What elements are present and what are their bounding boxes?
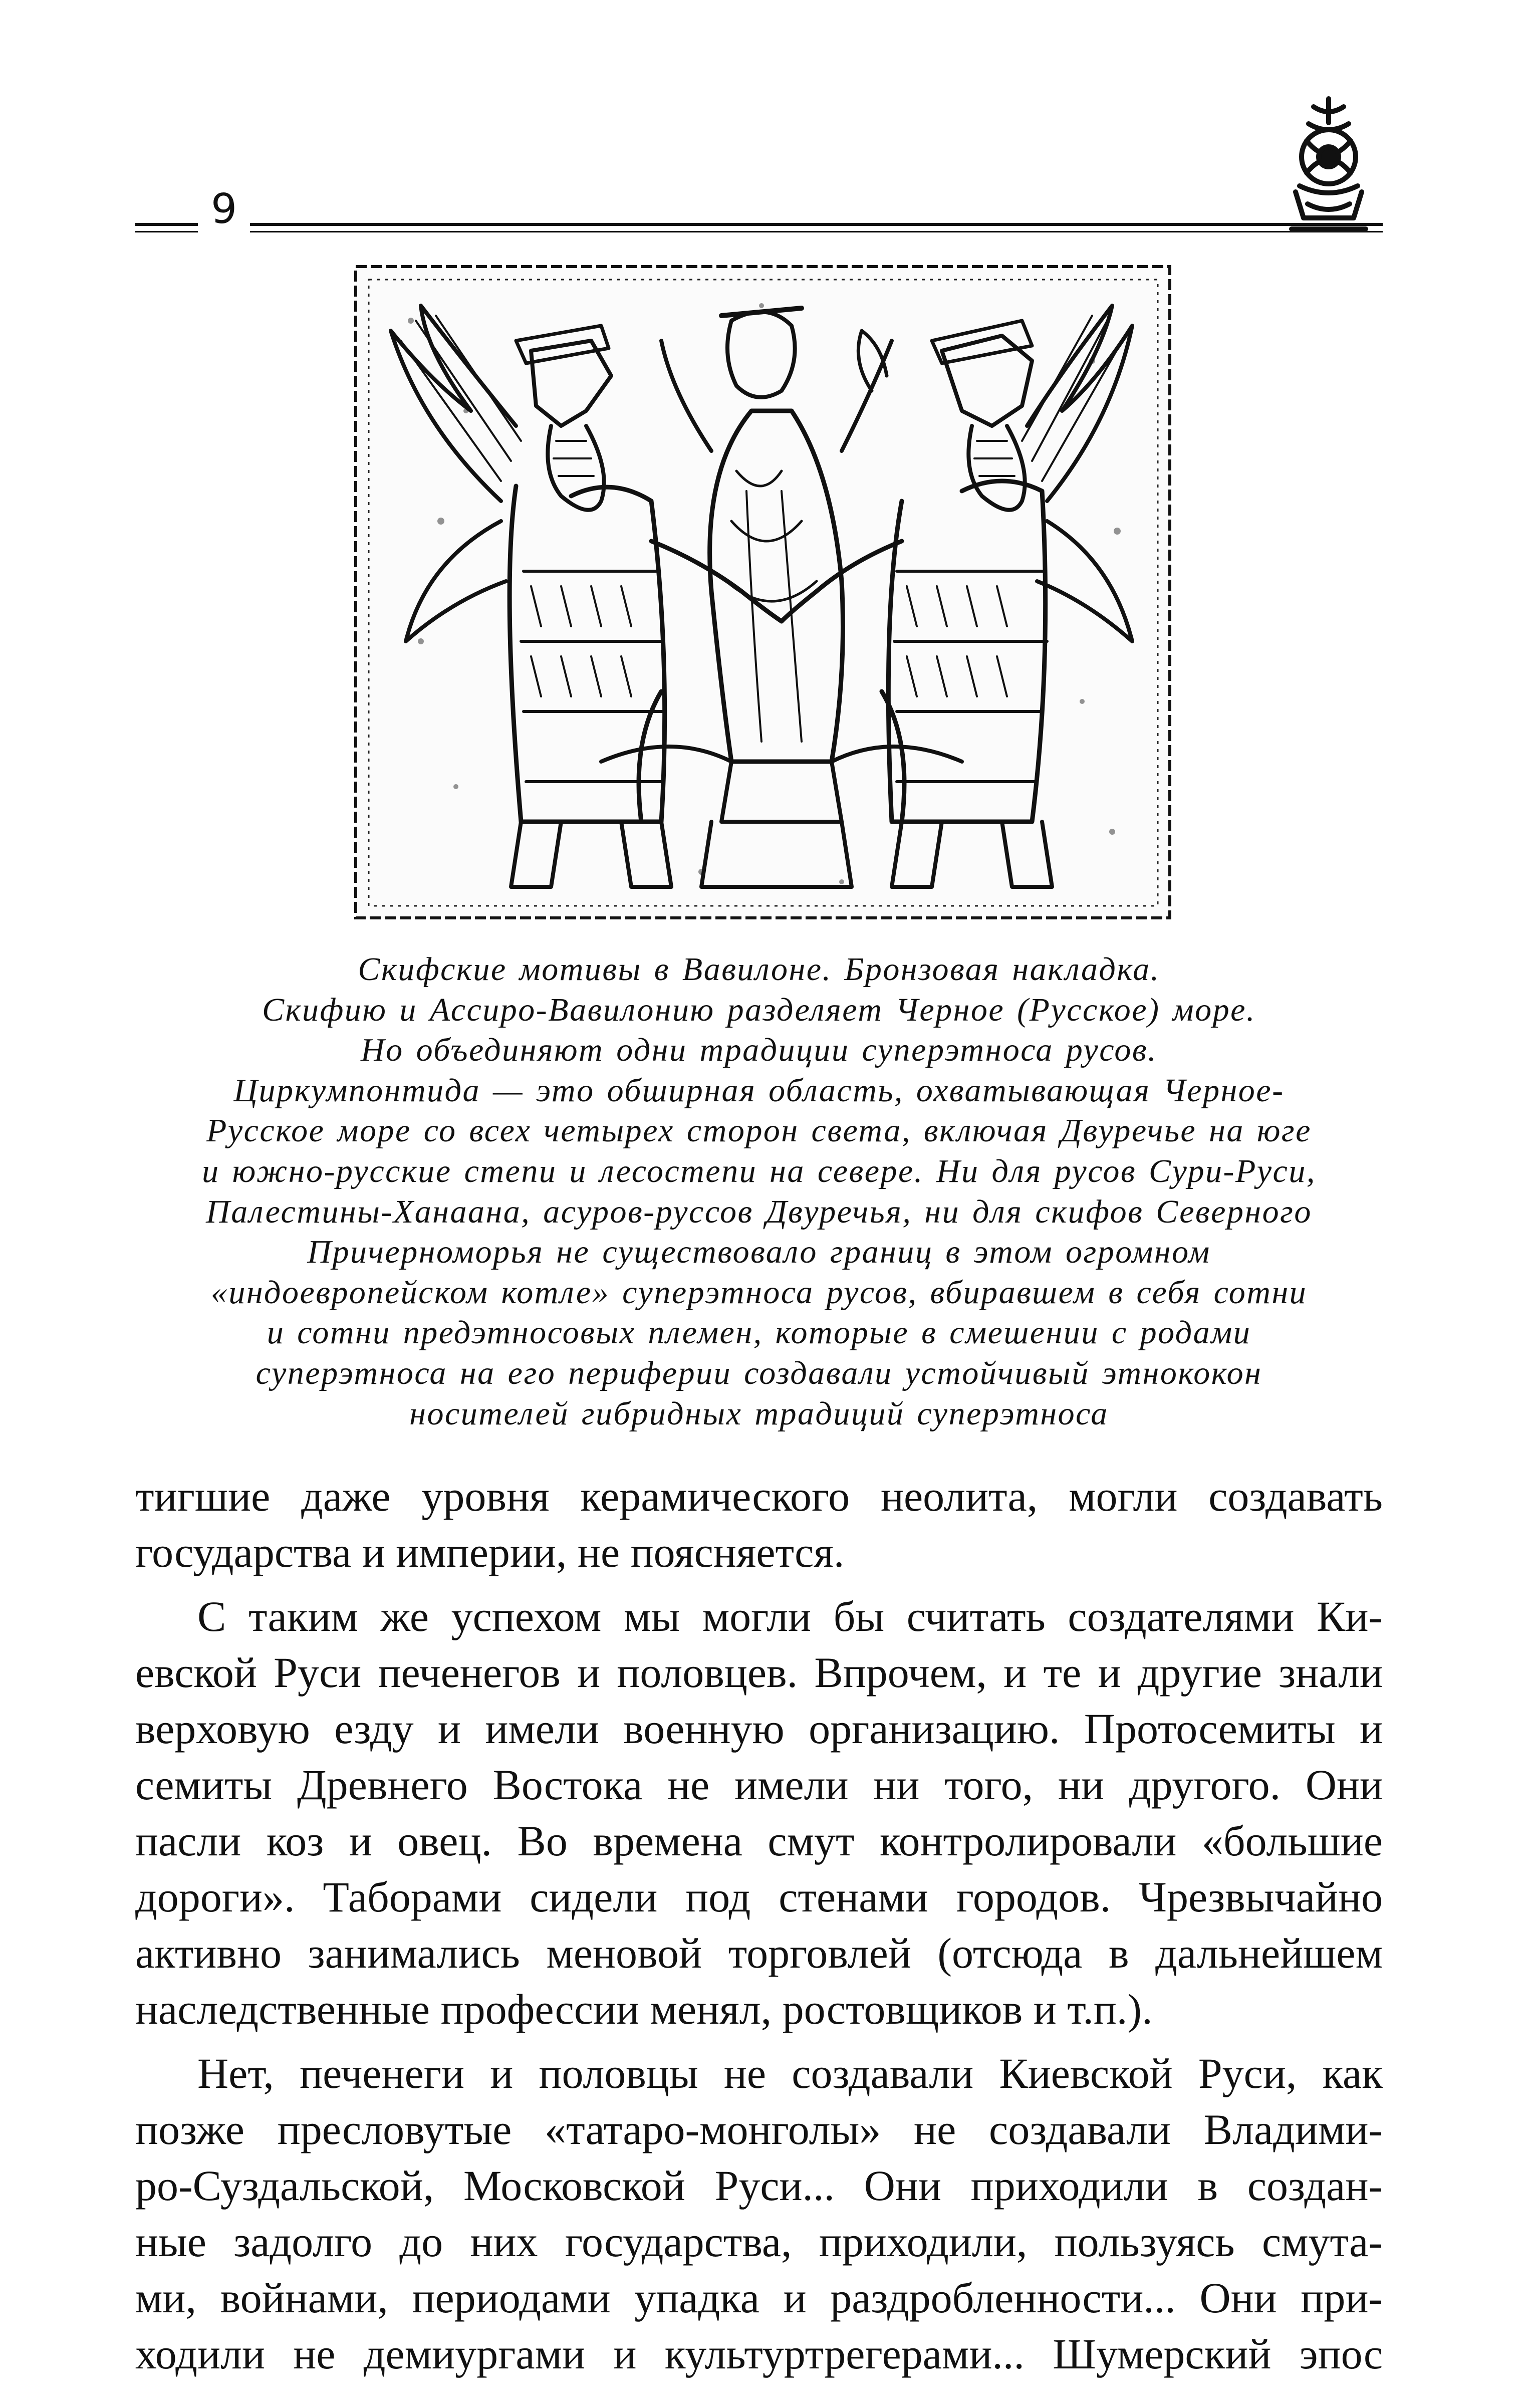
caption-line: Скифию и Ассиро-Вавилонию разделяет Черное (Русское) море. xyxy=(262,991,1256,1028)
celtic-knot-ornament-icon xyxy=(1278,93,1380,238)
caption-line: Скифские мотивы в Вавилоне. Бронзовая накладка. xyxy=(358,951,1160,988)
page-number: 9 xyxy=(198,185,250,233)
relief-two-winged-genies-and-goddess-illustration xyxy=(351,261,1177,927)
text-line: верховую езду и имели военную организацию. Протосемиты и xyxy=(135,1705,1383,1753)
caption-line: Причерноморья не существовало границ в этом огромном xyxy=(307,1234,1211,1271)
text-line: ро-Суздальской, Московской Руси... Они приходили в создан- xyxy=(135,2161,1383,2210)
body-text xyxy=(135,1468,1383,2382)
caption-line: носителей гибридных традиций суперэтноса xyxy=(409,1395,1109,1432)
text-line: ходили не демиургами и культуртрегерами... Шумерский эпос xyxy=(135,2330,1383,2378)
text-line: дороги». Таборами сидели под стенами городов. Чрезвычайно xyxy=(135,1873,1383,1921)
caption-line: суперэтноса на его периферии создавали устойчивый этнококон xyxy=(256,1354,1262,1391)
paragraph-2 xyxy=(135,1588,1383,2037)
text-line: наследственные профессии менял, ростовщиков и т.п.). xyxy=(135,1985,1153,2033)
text-line: евской Руси печенегов и половцев. Впрочем, и те и другие знали xyxy=(135,1648,1383,1697)
text-line: Нет, печенеги и половцы не создавали Киевской Руси, как xyxy=(197,2049,1383,2097)
text-line: С таким же успехом мы могли бы считать создателями Ки- xyxy=(197,1592,1383,1640)
text-line: тигшие даже уровня керамического неолита, могли создавать xyxy=(135,1472,1383,1520)
text-line: пасли коз и овец. Во времена смут контролировали «большие xyxy=(135,1817,1383,1865)
caption-line: Русское море со всех четырех сторон света, включая Двуречье на юге xyxy=(206,1112,1312,1149)
text-line: государства и империи, не поясняется. xyxy=(135,1528,845,1576)
header-rule-thin xyxy=(135,231,1383,232)
paragraph-3 xyxy=(135,2045,1383,2382)
text-line: активно занимались меновой торговлей (отсюда в дальнейшем xyxy=(135,1929,1383,1977)
caption-line: и сотни предэтносовых племен, которые в смешении с родами xyxy=(267,1314,1251,1351)
caption-line: Но объединяют одни традиции суперэтноса русов. xyxy=(360,1032,1158,1069)
caption-line: «индоевропейском котле» суперэтноса русов, вбиравшем в себя сотни xyxy=(210,1274,1308,1311)
text-line: ные задолго до них государства, приходили, пользуясь смута- xyxy=(135,2218,1383,2266)
text-line: ми, войнами, периодами упадка и раздробленности... Они при- xyxy=(135,2274,1383,2322)
text-line: семиты Древнего Востока не имели ни того, ни другого. Они xyxy=(135,1761,1383,1809)
text-line: позже пресловутые «татаро-монголы» не создавали Владими- xyxy=(135,2105,1383,2153)
header-rule-thick xyxy=(135,223,1383,226)
caption-line: и южно-русские степи и лесостепи на севере. Ни для русов Сури-Руси, xyxy=(202,1152,1316,1189)
paragraph-1 xyxy=(135,1468,1383,1580)
caption-line: Циркумпонтида — это обширная область, охватывающая Черное- xyxy=(233,1072,1285,1109)
figure-caption xyxy=(135,949,1383,1434)
caption-line: Палестины-Ханаана, асуров-руссов Двуречья, ни для скифов Северного xyxy=(206,1193,1312,1230)
